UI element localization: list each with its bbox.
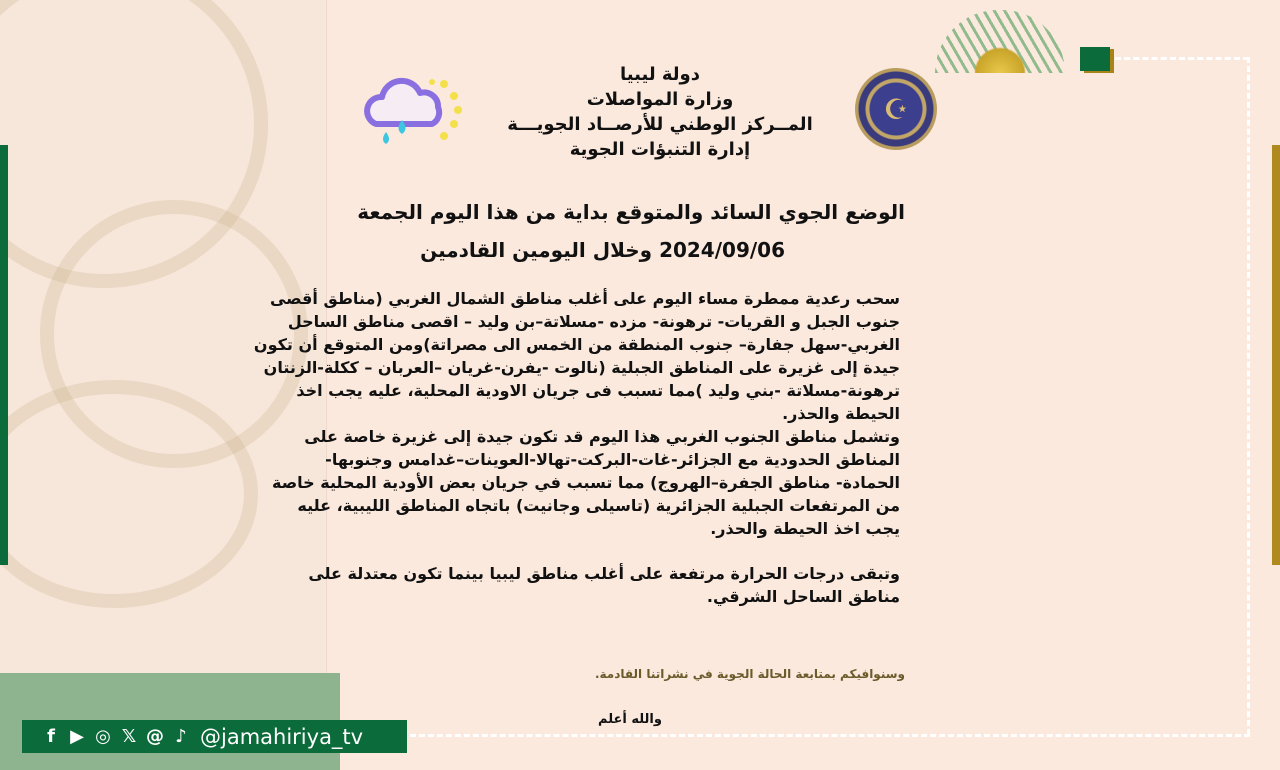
tiktok-icon[interactable]: ♪ (175, 726, 187, 747)
paragraph-temperature (308, 562, 900, 608)
text-line: سحب رعدية ممطرة مساء اليوم على أغلب مناطق الشمال الغربي (مناطق أقصى (269, 289, 900, 308)
text-line: مناطق الساحل الشرقي. (706, 587, 900, 606)
header-line: المــركز الوطني للأرصــاد الجويـــة (507, 114, 813, 135)
text-line: من المرتفعات الجبلية الجزائرية (تاسيلى وجانيت) باتجاه المناطق الليبية، عليه (297, 496, 900, 515)
paragraph-southwest (272, 425, 900, 540)
header-line: دولة ليبيا (620, 64, 700, 85)
instagram-icon[interactable]: ◎ (95, 726, 111, 747)
green-accent-bar (0, 145, 8, 565)
facebook-icon[interactable]: f (47, 726, 55, 747)
title-date-line: 2024/09/06 وخلال اليومين القادمين (420, 238, 785, 262)
sign-off: والله أعلم (598, 712, 662, 727)
text-line: يجب اخذ الحيطة والحذر. (710, 519, 900, 538)
green-flag-square (1080, 47, 1110, 71)
ministry-header (420, 62, 900, 162)
forecast-body (253, 287, 900, 608)
social-handle[interactable]: @jamahiriya_tv (200, 724, 364, 749)
dashed-border-right (1247, 57, 1250, 735)
threads-icon[interactable]: @ (146, 726, 164, 747)
text-line: الحيطة والحذر. (782, 404, 900, 423)
text-line: وتبقى درجات الحرارة مرتفعة على أغلب مناطق ليبيا بينما تكون معتدلة على (308, 564, 900, 583)
libya-state-seal: ☪ (855, 68, 937, 150)
text-line: الغربي-سهل جفارة– جنوب المنطقة من الخمس الى مصراتة)ومن المتوقع أن تكون (253, 335, 900, 354)
text-line: ترهونة-مسلاتة -بني وليد )مما تسبب فى جريان الاودية المحلية، عليه يجب اخذ (296, 381, 900, 400)
text-line: وتشمل مناطق الجنوب الغربي هذا اليوم قد تكون جيدة إلى غزيرة خاصة على (304, 427, 900, 446)
youtube-icon[interactable]: ▶ (70, 726, 84, 747)
title-line: الوضع الجوي السائد والمتوقع بداية من هذا اليوم الجمعة (357, 200, 905, 224)
dashed-border-bottom (410, 734, 1250, 737)
gold-accent-bar (1272, 145, 1280, 565)
header-line: وزارة المواصلات (586, 89, 734, 110)
dashed-border-top (1115, 57, 1249, 60)
paragraph-northwest (253, 287, 900, 425)
text-line: جيدة إلى غزيرة على المناطق الجبلية (نالوت -يفرن-غريان –العربان – ككلة-الزنتان (263, 358, 900, 377)
decorative-calligraphy-panel (0, 0, 327, 770)
text-line: الحمادة- مناطق الجفرة–الهروج) مما تسبب في جريان بعض الأودية المحلية خاصة (272, 473, 900, 492)
header-line: إدارة التنبؤات الجوية (569, 139, 751, 160)
text-line: المناطق الحدودية مع الجزائر-غات-البركت-تهالا-العوينات–غدامس وجنوبها- (325, 450, 900, 469)
social-media-bar (22, 720, 407, 753)
x-icon[interactable]: 𝕏 (121, 726, 137, 747)
text-line: جنوب الجبل و القريات- ترهونة- مزده -مسلاتة–بن وليد – اقصى مناطق الساحل (287, 312, 900, 331)
closing-note: وسنوافيكم بمتابعة الحالة الجوية في نشراتنا القادمة. (594, 667, 905, 681)
jamahiriya-logo (935, 10, 1065, 73)
bulletin-title (330, 193, 905, 269)
